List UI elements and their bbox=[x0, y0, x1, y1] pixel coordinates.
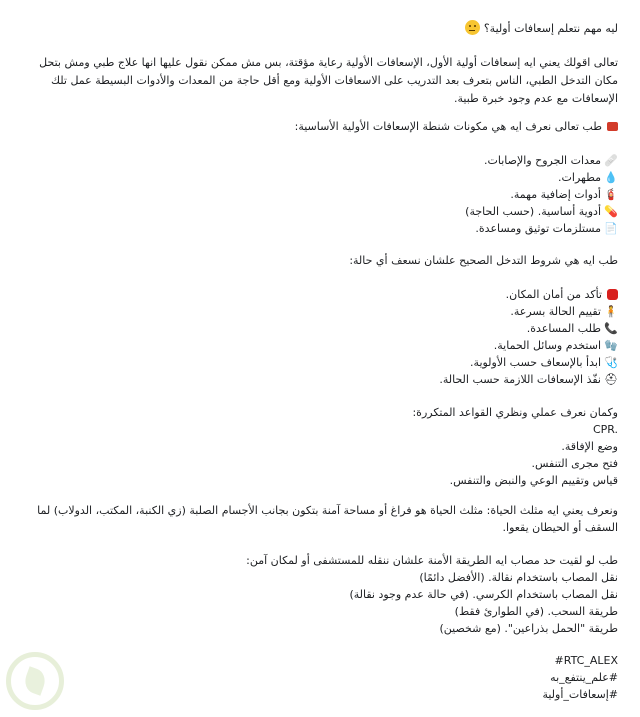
list-item: 📄مستلزمات توثيق ومساعدة. bbox=[475, 222, 618, 235]
stop-sign-icon bbox=[607, 289, 618, 300]
list-item: طريقة السحب. (في الطوارئ فقط) bbox=[454, 605, 618, 618]
list-item: نقل المصاب باستخدام نقالة. (الأفضل دائمًا) bbox=[419, 571, 618, 584]
droplet-icon: 💧 bbox=[604, 171, 618, 184]
thinking-face-icon bbox=[465, 20, 480, 35]
pill-icon: 💊 bbox=[604, 205, 618, 218]
conditions-heading: طب ايه هي شروط التدخل الصحيح علشان نسعف أي حالة: bbox=[349, 254, 618, 267]
logo-watermark bbox=[6, 652, 64, 710]
kit-heading: طب تعالى نعرف ايه هي مكونات شنطة الإسعافات الأولية الأساسية: bbox=[20, 118, 618, 135]
list-item: نقل المصاب باستخدام الكرسي. (في حالة عدم وجود نقالة) bbox=[349, 588, 618, 601]
list-item: 🧍تقييم الحالة بسرعة. bbox=[510, 305, 618, 318]
hashtag[interactable]: #علم_ينتفع_به bbox=[550, 671, 618, 684]
list-item: 🩺ابدأ بالإسعاف حسب الأولوية. bbox=[470, 356, 618, 369]
rules-heading: وكمان نعرف عملي ونظري القواعد المتكررة: bbox=[412, 406, 618, 419]
list-item: فتح مجرى التنفس. bbox=[531, 457, 618, 470]
document-icon: 📄 bbox=[604, 222, 618, 235]
leaf-icon bbox=[21, 666, 48, 695]
list-item: وضع الإفاقة. bbox=[561, 440, 618, 453]
gloves-icon: 🧤 bbox=[604, 339, 618, 352]
list-item: 🧯أدوات إضافية مهمة. bbox=[510, 188, 618, 201]
list-item: قياس وتقييم الوعي والنبض والتنفس. bbox=[449, 474, 618, 487]
list-item: 📞طلب المساعدة. bbox=[526, 322, 618, 335]
intro-body: تعالى اقولك يعني ايه إسعافات أولية الأول، الإسعافات الأولية رعاية مؤقتة، بس مش ممكن نقول عليها انها علاج طبي ومش بتحل مكان التدخل الطبي، الناس بتعرف بعد التدريب على الاسعافات الأولية ومع أقل حاجة من المعدات والأدوات البسيطة عمل تلك الإسعافات مع عدم وجود خبرة طبية. bbox=[39, 56, 618, 105]
triangle-of-life: ونعرف يعني ايه مثلث الحياة: مثلث الحياة هو فراغ أو مساحة آمنة بتكون بجانب الأجسام الصلبة (زي الكنبة، المكتب، الدولاب) لما السقف أو الحيطان يقعوا. bbox=[37, 504, 618, 534]
list-item: CPR. bbox=[592, 423, 618, 436]
bandage-icon: 🩹 bbox=[604, 154, 618, 167]
list-item: 🧤استخدم وسائل الحماية. bbox=[493, 339, 618, 352]
list-item: طريقة "الحمل بذراعين". (مع شخصين) bbox=[439, 622, 618, 635]
person-standing-icon: 🧍 bbox=[604, 305, 618, 318]
toolbox-icon bbox=[607, 122, 618, 131]
list-item: 💊أدوية أساسية. (حسب الحاجة) bbox=[465, 205, 618, 218]
list-item: تأكد من أمان المكان. bbox=[20, 286, 618, 303]
list-item: 🩹معدات الجروح والإصابات. bbox=[484, 154, 618, 167]
list-item: 💧مطهرات. bbox=[558, 171, 618, 184]
hashtag[interactable]: #RTC_ALEX bbox=[554, 654, 618, 667]
transport-heading: طب لو لقيت حد مصاب ايه الطريقة الأمنة علشان ننقله للمستشفى أو لمكان آمن: bbox=[246, 554, 618, 567]
stethoscope-icon: 🩺 bbox=[604, 356, 618, 369]
phone-icon: 📞 bbox=[604, 322, 618, 335]
extinguisher-icon: 🧯 bbox=[604, 188, 618, 201]
hashtag[interactable]: #إسعافات_أولية bbox=[542, 688, 618, 701]
intro-title: ليه مهم نتعلم إسعافات أولية؟ bbox=[20, 20, 618, 37]
list-item: ⛑نفّذ الإسعافات اللازمة حسب الحالة. bbox=[439, 373, 618, 386]
rescue-helmet-icon: ⛑ bbox=[604, 373, 618, 386]
